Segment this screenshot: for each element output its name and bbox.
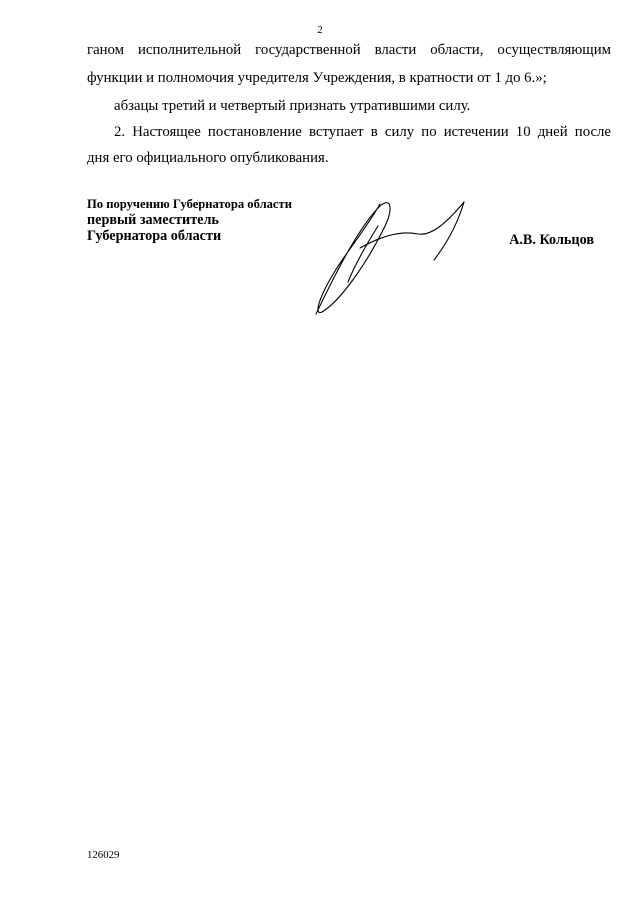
handwritten-signature — [308, 190, 478, 320]
body-text-line-1: ганом исполнительной государственной власти области, осуществляющим — [87, 42, 611, 58]
document-code: 126029 — [87, 849, 120, 861]
by-order-of-governor: По поручению Губернатора области — [87, 197, 292, 211]
signatory-position-line-1: первый заместитель — [87, 212, 219, 228]
body-text-paragraph-abzatsy: абзацы третий и четвертый признать утратившими силу. — [114, 98, 471, 114]
page-number: 2 — [317, 24, 323, 36]
signatory-position-line-2: Губернатора области — [87, 228, 222, 244]
signatory-block — [87, 196, 292, 244]
body-text-line-5: дня его официального опубликования. — [87, 150, 329, 166]
body-text-line-2: функции и полномочия учредителя Учреждения, в кратности от 1 до 6.»; — [87, 70, 547, 86]
body-text-paragraph-2: 2. Настоящее постановление вступает в силу по истечении 10 дней после — [114, 124, 611, 140]
signatory-name: А.В. Кольцов — [509, 232, 594, 248]
